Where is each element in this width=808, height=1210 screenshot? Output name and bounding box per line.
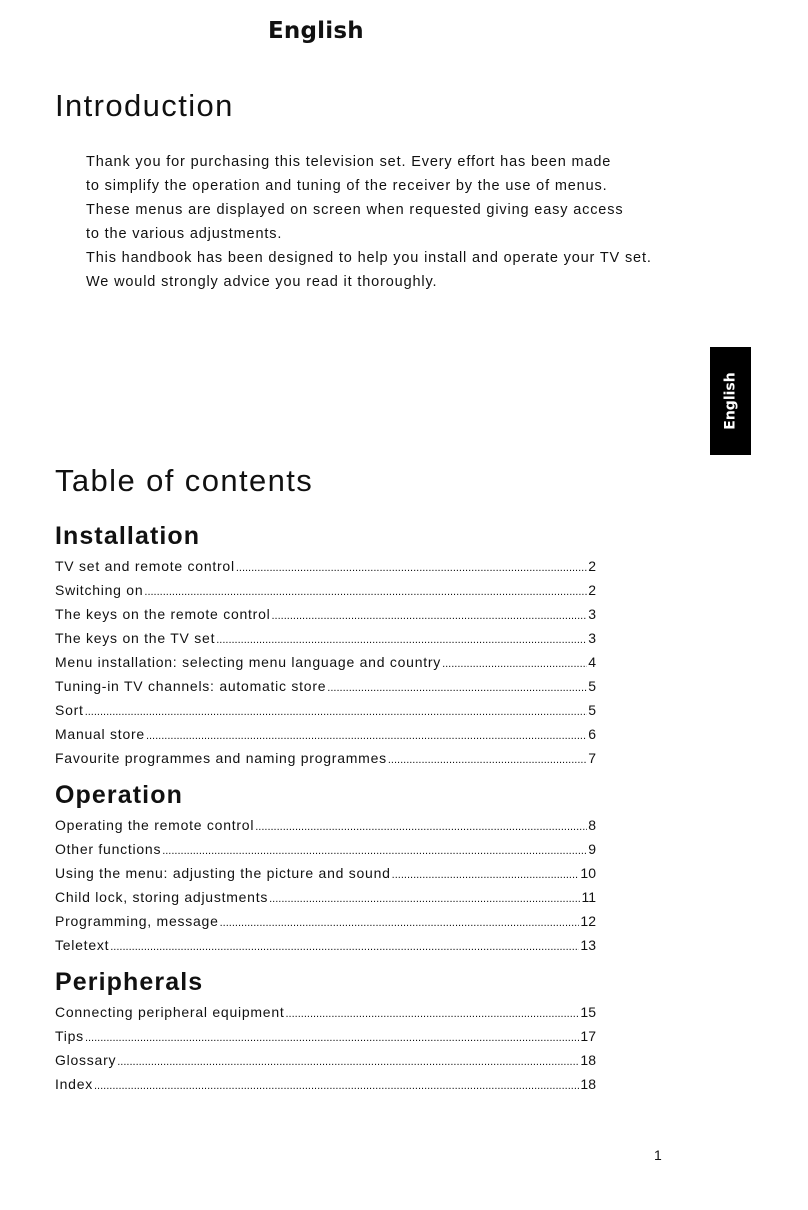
dot-leader <box>110 941 579 953</box>
toc-entry[interactable] <box>55 702 596 726</box>
intro-line: This handbook has been designed to help you install and operate your TV set. <box>86 250 652 266</box>
toc-entry-page: 17 <box>580 1028 596 1044</box>
toc-entry-label: Tuning-in TV channels: automatic store <box>55 678 327 694</box>
dot-leader <box>85 1032 579 1044</box>
language-header: English <box>268 18 364 44</box>
toc-entry[interactable] <box>55 654 596 678</box>
toc-list-installation <box>55 558 596 774</box>
dot-leader <box>327 682 587 694</box>
introduction-title: Introduction <box>55 88 234 123</box>
intro-line: We would strongly advice you read it thoroughly. <box>86 274 438 290</box>
introduction-text <box>86 150 686 294</box>
toc-entry[interactable] <box>55 630 596 654</box>
toc-entry-page: 2 <box>588 582 596 598</box>
toc-entry-page: 3 <box>588 606 596 622</box>
toc-entry-page: 5 <box>588 702 596 718</box>
toc-entry[interactable] <box>55 1004 596 1028</box>
toc-entry-label: Other functions <box>55 841 162 857</box>
toc-entry-page: 8 <box>588 817 596 833</box>
dot-leader <box>272 610 588 622</box>
toc-entry-label: Favourite programmes and naming programmes <box>55 750 387 766</box>
toc-entry-label: TV set and remote control <box>55 558 235 574</box>
toc-entry-page: 12 <box>580 913 596 929</box>
intro-line: to the various adjustments. <box>86 226 283 242</box>
toc-entry[interactable] <box>55 678 596 702</box>
toc-entry-label: Index <box>55 1076 93 1092</box>
toc-entry-label: Operating the remote control <box>55 817 255 833</box>
intro-line: to simplify the operation and tuning of the receiver by the use of menus. <box>86 178 608 194</box>
dot-leader <box>442 658 587 670</box>
toc-entry[interactable] <box>55 582 596 606</box>
dot-leader <box>162 845 587 857</box>
side-tab-label: English <box>722 372 739 430</box>
toc-entry[interactable] <box>55 937 596 961</box>
toc-entry[interactable] <box>55 606 596 630</box>
toc-entry-page: 11 <box>581 889 596 905</box>
dot-leader <box>85 706 588 718</box>
dot-leader <box>220 917 580 929</box>
toc-list-operation <box>55 817 596 961</box>
language-side-tab <box>710 347 751 455</box>
dot-leader <box>216 634 587 646</box>
toc-entry-page: 9 <box>588 841 596 857</box>
toc-section-peripherals-title: Peripherals <box>55 968 204 996</box>
toc-entry[interactable] <box>55 913 596 937</box>
toc-entry-page: 7 <box>588 750 596 766</box>
toc-list-peripherals <box>55 1004 596 1100</box>
toc-entry-label: Sort <box>55 702 84 718</box>
toc-entry-page: 15 <box>580 1004 596 1020</box>
toc-entry[interactable] <box>55 1052 596 1076</box>
toc-entry-label: Child lock, storing adjustments <box>55 889 269 905</box>
toc-entry-page: 10 <box>580 865 596 881</box>
toc-entry-label: Using the menu: adjusting the picture and sound <box>55 865 391 881</box>
toc-entry-label: The keys on the remote control <box>55 606 271 622</box>
toc-entry-label: Manual store <box>55 726 145 742</box>
dot-leader <box>94 1080 579 1092</box>
toc-entry-label: The keys on the TV set <box>55 630 216 646</box>
dot-leader <box>392 869 580 881</box>
dot-leader <box>236 562 587 574</box>
toc-entry-label: Programming, message <box>55 913 219 929</box>
toc-entry-page: 5 <box>588 678 596 694</box>
toc-entry-page: 6 <box>588 726 596 742</box>
toc-section-installation-title: Installation <box>55 522 201 550</box>
page-number: 1 <box>654 1147 662 1163</box>
toc-entry-page: 18 <box>580 1076 596 1092</box>
toc-entry-page: 2 <box>588 558 596 574</box>
toc-entry[interactable] <box>55 558 596 582</box>
toc-entry[interactable] <box>55 1076 596 1100</box>
toc-entry[interactable] <box>55 865 596 889</box>
dot-leader <box>146 730 587 742</box>
toc-entry-page: 13 <box>580 937 596 953</box>
dot-leader <box>286 1008 580 1020</box>
dot-leader <box>144 586 587 598</box>
toc-entry[interactable] <box>55 726 596 750</box>
toc-entry-label: Teletext <box>55 937 110 953</box>
toc-section-operation-title: Operation <box>55 781 183 809</box>
dot-leader <box>255 821 587 833</box>
toc-entry-label: Tips <box>55 1028 84 1044</box>
toc-entry[interactable] <box>55 841 596 865</box>
toc-entry[interactable] <box>55 889 596 913</box>
intro-line: These menus are displayed on screen when requested giving easy access <box>86 202 624 218</box>
toc-entry-label: Menu installation: selecting menu language and country <box>55 654 442 670</box>
toc-entry[interactable] <box>55 817 596 841</box>
dot-leader <box>388 754 587 766</box>
dot-leader <box>269 893 580 905</box>
dot-leader <box>117 1056 579 1068</box>
toc-title: Table of contents <box>55 463 314 498</box>
toc-entry[interactable] <box>55 750 596 774</box>
toc-entry[interactable] <box>55 1028 596 1052</box>
toc-entry-page: 3 <box>588 630 596 646</box>
intro-line: Thank you for purchasing this television set. Every effort has been made <box>86 154 612 170</box>
toc-entry-page: 4 <box>588 654 596 670</box>
toc-entry-label: Connecting peripheral equipment <box>55 1004 285 1020</box>
toc-entry-label: Glossary <box>55 1052 117 1068</box>
toc-entry-page: 18 <box>580 1052 596 1068</box>
toc-entry-label: Switching on <box>55 582 144 598</box>
